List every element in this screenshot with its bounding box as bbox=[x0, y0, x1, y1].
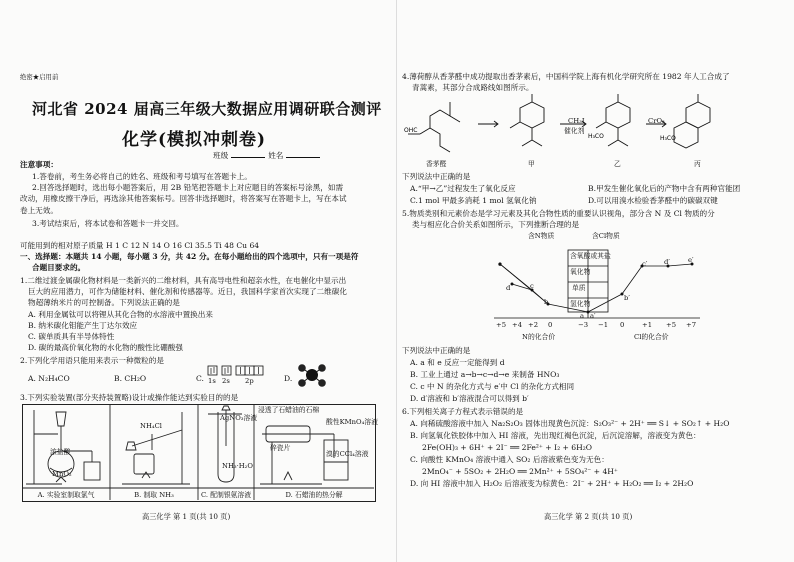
cat-hydride: 氢化物 bbox=[570, 300, 591, 308]
name-bing: 丙 bbox=[694, 160, 701, 168]
n-substances-label: 含N物质 bbox=[528, 232, 555, 240]
label-chips: 碎瓷片 bbox=[270, 444, 291, 452]
orbital-label-2s: 2s bbox=[222, 377, 230, 385]
n-tick-2: +4 bbox=[512, 321, 523, 329]
class-label: 班级 bbox=[213, 151, 229, 160]
class-field[interactable] bbox=[231, 150, 265, 158]
svg-text:H₃CO: H₃CO bbox=[660, 135, 676, 142]
cat-oxyacid: 含氧酸或其盐 bbox=[570, 252, 611, 260]
reagent-bottom: 催化剂 bbox=[564, 127, 585, 135]
orbital-label-2p: 2p bbox=[245, 377, 254, 385]
secret-mark: 绝密★启用前 bbox=[20, 73, 59, 81]
page-fold bbox=[396, 0, 397, 562]
point-b-prime: b′ bbox=[624, 294, 630, 302]
q5-option-a[interactable]: A. a 和 e 反应一定能得到 d bbox=[410, 358, 505, 367]
q1-stem: 1.二维过渡金属碳化物材料是一类新兴的二维材料，具有高导电性和超亲水性，在电催化中显示出 bbox=[20, 276, 347, 285]
q6-option-b[interactable]: B. 向氢氧化铁胶体中加入 HI 溶液，先出现红褐色沉淀，后沉淀溶解，溶液变为黄色： bbox=[410, 431, 701, 440]
q6-option-b-eq: 2Fe(OH)₃ + 6H⁺ + 2I⁻ ══ 2Fe²⁺ + I₂ + 6H₂O bbox=[422, 443, 593, 452]
q6-option-a[interactable]: A. 向稀硫酸溶液中加入 Na₂S₂O₃ 固体出现黄色沉淀：S₂O₃²⁻ + 2H⁺ ══ S↓ + SO₂↑ + H₂O bbox=[410, 419, 730, 428]
label-nh4cl: NH₄Cl bbox=[140, 422, 162, 430]
q1-stem-b: 巨大的应用潜力，可作为储能材料、催化剂和传感器等。近日，我国科学家首次实现了二维碳化 bbox=[28, 287, 347, 296]
q3-option-a[interactable]: A. 实验室制取氯气 bbox=[37, 491, 95, 499]
point-a-prime: a′ bbox=[590, 312, 596, 320]
cl-tick-3: +1 bbox=[642, 321, 653, 329]
q3-option-c[interactable]: C. 配制银氨溶液 bbox=[200, 491, 252, 499]
reagent-2: CrO₃ bbox=[648, 117, 665, 125]
notice-title: 注意事项： bbox=[20, 160, 58, 169]
q5-prompt: 下列说法中正确的是 bbox=[402, 346, 471, 355]
point-e: e bbox=[498, 260, 503, 268]
exam-subtitle: 化学(模拟冲刺卷) bbox=[122, 130, 267, 150]
page-1-footer: 高三化学 第 1 页(共 10 页) bbox=[142, 512, 231, 521]
point-d-prime: d′ bbox=[664, 258, 670, 266]
reagent-top: CH₃I bbox=[568, 117, 585, 125]
q4-option-a[interactable]: A.“甲→乙”过程发生了氧化反应 bbox=[410, 184, 516, 193]
q3-stem: 3.下列实验装置(部分夹持装置略)设计或操作能达到实验目的的是 bbox=[20, 393, 239, 402]
name-label: 姓名 bbox=[268, 151, 284, 160]
q4-prompt: 下列说法中正确的是 bbox=[402, 172, 471, 181]
q4-option-c[interactable]: C.1 mol 甲最多消耗 1 mol 氢氧化钠 bbox=[410, 196, 537, 205]
q5-option-d[interactable]: D. d′溶液和 b′溶液混合可以得到 b′ bbox=[410, 394, 529, 403]
cl-tick-2: 0 bbox=[620, 321, 625, 329]
notice-2c: 卷上无效。 bbox=[20, 206, 58, 215]
label-nh3h2o: NH₃·H₂O bbox=[222, 462, 253, 470]
cl-tick-5: +7 bbox=[686, 321, 697, 329]
svg-text:OHC: OHC bbox=[404, 127, 418, 134]
q4-stem-b: 青蒿素，其部分合成路线如图所示。 bbox=[412, 83, 534, 92]
label-stone: 浸透了石蜡油的石棉 bbox=[258, 406, 320, 414]
q5-stem: 5.物质类别和元素价态是学习元素及其化合物性质的重要认识视角，部分含 N 及 Cl 物质的分 bbox=[402, 209, 715, 218]
name-citronellal: 香茅醛 bbox=[426, 160, 447, 168]
q1-option-d[interactable]: D. 碳的最高价氧化物的水化物的酸性比硼酸强 bbox=[28, 343, 183, 352]
label-agno3: AgNO₃溶液 bbox=[220, 414, 258, 422]
label-kmno4: 酸性KMnO₄溶液 bbox=[326, 418, 378, 426]
svg-text:H₃CO: H₃CO bbox=[588, 133, 604, 140]
q4-synthesis-route bbox=[402, 94, 762, 158]
q1-option-c[interactable]: C. 碳单质具有半导体特性 bbox=[28, 332, 115, 341]
q3-option-d[interactable]: D. 石蜡油的热分解 bbox=[285, 491, 343, 499]
q5-option-c[interactable]: C. c 中 N 的杂化方式与 e′中 Cl 的杂化方式相同 bbox=[410, 382, 575, 391]
point-c-prime: c′ bbox=[642, 260, 648, 268]
point-b: b bbox=[544, 298, 549, 306]
q2-option-a[interactable]: A. N₂H₄CO bbox=[28, 374, 70, 383]
cl-tick-1: −1 bbox=[598, 321, 609, 329]
q1-option-a[interactable]: A. 利用金属钛可以将锂从其化合物的水溶液中置换出来 bbox=[28, 310, 213, 319]
name-yi: 乙 bbox=[614, 160, 621, 168]
label-mno2: MnO₂ bbox=[52, 470, 72, 478]
q2-option-d[interactable]: D. bbox=[284, 374, 293, 383]
cl-tick-4: +5 bbox=[666, 321, 677, 329]
cat-element: 单质 bbox=[572, 284, 586, 292]
notice-2b: 改动，用橡皮擦干净后，再选涂其他答案标号。回答非选择题时，将答案写在答题卡上，写在本试 bbox=[20, 194, 347, 203]
q6-option-c-eq: 2MnO₄⁻ + 5SO₂ + 2H₂O ══ 2Mn²⁺ + 5SO₄²⁻ + 4H⁺ bbox=[422, 467, 618, 476]
n-axis-label: N的化合价 bbox=[522, 333, 556, 341]
point-c: c bbox=[530, 282, 534, 290]
exam-title: 河北省 2024 届高三年级大数据应用调研联合测评 bbox=[32, 100, 382, 118]
notice-2: 2.回答选择题时，选出每小题答案后，用 2B 铅笔把答题卡上对应题目的答案标号涂黑，如需 bbox=[32, 183, 344, 192]
label-conc-hcl: 浓盐酸 bbox=[50, 448, 71, 456]
orbital-label-1s: 1s bbox=[208, 377, 216, 385]
q5-option-b[interactable]: B. 工业上通过 a→b→c→d→e 来制备 HNO₃ bbox=[410, 370, 560, 379]
q4-option-b[interactable]: B.甲发生催化氧化后的产物中含有两种官能团 bbox=[588, 184, 741, 193]
page-1 bbox=[0, 0, 392, 562]
page-2-footer: 高三化学 第 2 页(共 10 页) bbox=[544, 512, 633, 521]
n-tick-1: +5 bbox=[496, 321, 507, 329]
name-jia: 甲 bbox=[528, 160, 535, 168]
point-d: d bbox=[506, 284, 511, 292]
page-2 bbox=[402, 0, 794, 562]
label-br2: 溴的CCl₄溶液 bbox=[326, 450, 369, 458]
q2-option-b[interactable]: B. CH₂O bbox=[114, 374, 147, 383]
q6-stem: 6.下列相关离子方程式表示错误的是 bbox=[402, 407, 524, 416]
class-name-line bbox=[213, 150, 323, 161]
point-e-prime: e′ bbox=[688, 256, 694, 264]
q1-option-b[interactable]: B. 纳米碳化钼能产生丁达尔效应 bbox=[28, 321, 138, 330]
q2-stem: 2.下列化学用语只能用来表示一种微粒的是 bbox=[20, 356, 164, 365]
n-tick-3: +2 bbox=[528, 321, 539, 329]
notice-3: 3.考试结束后，将本试卷和答题卡一并交回。 bbox=[32, 219, 184, 228]
notice-1: 1.答卷前，考生务必将自己的姓名、班级和考号填写在答题卡上。 bbox=[32, 172, 252, 181]
cl-axis-label: Cl的化合价 bbox=[634, 333, 669, 341]
ball-model-icon bbox=[294, 360, 330, 390]
q4-stem: 4.薄荷醇从香茅醛中成功提取出香茅素后，中国科学院上海有机化学研究所在 1982 年人工合成了 bbox=[402, 72, 730, 81]
q2-option-c[interactable]: C. bbox=[196, 374, 204, 383]
cat-oxide: 氧化物 bbox=[570, 268, 591, 276]
section-1-title: 一、选择题：本题共 14 小题，每小题 3 分，共 42 分。在每小题给出的四个选项中，只有一项是符 bbox=[20, 252, 359, 261]
q6-option-d[interactable]: D. 向 HI 溶液中加入 H₂O₂ 后溶液变为棕黄色：2I⁻ + 2H⁺ + H₂O₂ ══ I₂ + 2H₂O bbox=[410, 479, 694, 488]
n-tick-4: 0 bbox=[548, 321, 553, 329]
point-a: a bbox=[580, 312, 585, 320]
n-tick-5: −3 bbox=[578, 321, 589, 329]
atomic-masses: 可能用到的相对原子质量 H 1 C 12 N 14 O 16 Cl 35.5 Ti 48 Cu 64 bbox=[20, 241, 260, 250]
q6-option-c[interactable]: C. 向酸性 KMnO₄ 溶液中通入 SO₂ 后溶液紫色变为无色： bbox=[410, 455, 609, 464]
q3-option-b[interactable]: B. 制取 NH₃ bbox=[134, 491, 174, 499]
q4-option-d[interactable]: D.可以用溴水检验香茅醛中的碳碳双键 bbox=[588, 196, 718, 205]
name-field[interactable] bbox=[286, 150, 320, 158]
q1-stem-c: 物超薄纳米片的可控制备。下列说法正确的是 bbox=[28, 298, 180, 307]
q5-stem-b: 类与相应化合价关系如图所示，下列推断合理的是 bbox=[412, 220, 580, 229]
q3-apparatus bbox=[22, 404, 374, 500]
cl-substances-label: 含Cl物质 bbox=[592, 232, 620, 240]
section-1-title-b: 合题目要求的。 bbox=[32, 263, 86, 272]
